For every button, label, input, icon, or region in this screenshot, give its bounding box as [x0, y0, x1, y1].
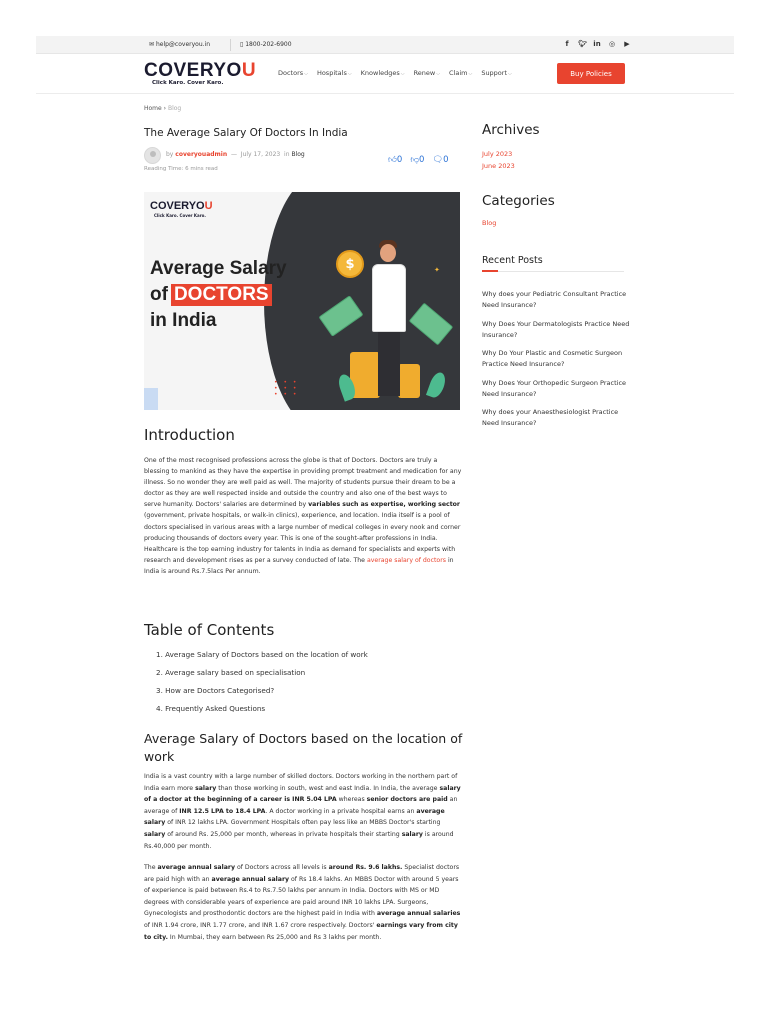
breadcrumb-current: Blog	[167, 105, 182, 112]
page	[36, 36, 734, 1024]
nav-item-hospitals[interactable]: Hospitals⌵	[316, 69, 352, 77]
buy-policies-button[interactable]: Buy Policies	[557, 63, 625, 84]
recent-post-link[interactable]: Why Does Your Dermatologists Practice Need Insurance?	[482, 319, 630, 339]
chevron-down-icon: ⌵	[347, 71, 352, 77]
sparkle-icon: ✦	[434, 266, 440, 274]
recent-post-link[interactable]: Why Does Your Orthopedic Surgeon Practice Need Insurance?	[482, 378, 627, 398]
top-bar-divider	[230, 39, 231, 51]
text-run: an average of	[144, 796, 458, 815]
hero-headline-line1: Average Salary	[150, 258, 287, 279]
doctor-coat	[372, 264, 406, 332]
top-bar	[36, 36, 734, 54]
location-paragraph-2	[144, 862, 462, 943]
categories-heading: Categories	[482, 193, 555, 209]
bold-text: salary	[195, 784, 217, 792]
text-run: whereas	[336, 796, 367, 804]
thumbs-down-icon: 👎︎	[410, 155, 419, 165]
twitter-icon[interactable]: 🐦︎	[578, 40, 587, 48]
reading-time: Reading Time: 6 mins read	[144, 166, 218, 172]
hero-highlight: DOCTORS	[171, 284, 272, 306]
bold-text: average annual salary	[157, 864, 235, 871]
bold-text: salary	[401, 830, 423, 838]
intro-heading: Introduction	[144, 426, 235, 444]
doctor-head	[380, 244, 396, 262]
salary-link[interactable]: average salary of doctors	[366, 556, 446, 564]
text-run: of Rs 18.4 lakhs. An MBBS Doctor with around 5 years of experience is paid between Rs.4 to Rs.7.50 lakhs per annum in India. Doctors with MS or MD degrees with considerable years of experience are paid around INR 10 lakhs LPA. Surgeons, Gynecologists and prosthodontic doctors are the highest paid in India with	[144, 875, 459, 918]
text-run: Specialist doctors are paid high with an	[144, 864, 460, 883]
bold-text: average annual salary	[211, 875, 290, 883]
chevron-down-icon: ⌵	[508, 71, 512, 77]
bold-text: salary of a doctor at the beginning of a career is INR 5.04 LPA	[144, 784, 461, 804]
hero-accent-block	[144, 388, 158, 410]
nav-item-claim[interactable]: Claim⌵	[449, 69, 473, 77]
doctor-legs	[378, 332, 400, 396]
youtube-icon[interactable]: ▶	[624, 40, 630, 48]
hero-headline-line3: in India	[150, 310, 217, 331]
featured-image	[144, 192, 460, 410]
nav-item-support[interactable]: Support⌵	[481, 69, 512, 77]
site-header	[36, 54, 734, 94]
chevron-down-icon: ⌵	[436, 71, 441, 77]
text-run: India is a vast country with a large number of skilled doctors. Doctors working in the northern part of India earn more	[144, 773, 458, 792]
recent-posts-heading: Recent Posts	[482, 255, 543, 266]
bold-text: average salary	[144, 807, 445, 827]
author-avatar[interactable]	[144, 147, 161, 164]
text-run: of INR 12 lakhs LPA. Government Hospitals often pay less like an MBBS Doctor's starting	[165, 819, 441, 827]
social-links	[563, 40, 631, 48]
like-button[interactable]: 👍︎0	[388, 155, 403, 165]
chevron-down-icon: ⌵	[468, 71, 473, 77]
toc-item[interactable]: 2. Average salary based on specialisation	[156, 668, 306, 677]
text-run: of INR 1.94 crore, INR 1.77 crore, and INR 1.67 crore respectively. Doctors'	[144, 921, 377, 929]
recent-posts-list	[482, 289, 632, 437]
coin-stack-icon	[398, 364, 420, 398]
phone-link[interactable]: ▯ 1800-202-6900	[240, 41, 292, 48]
site-logo[interactable]: COVERYOU Click Karo. Cover Karo.	[144, 60, 257, 86]
bold-text: average annual salaries	[376, 910, 461, 918]
archive-link[interactable]: June 2023	[482, 162, 515, 170]
text-run: of Doctors across all levels is	[234, 864, 329, 871]
text-run: of around Rs. 25,000 per month, whereas in private hospitals their starting	[165, 830, 402, 838]
phone-icon: ▯	[240, 41, 244, 48]
comments-button[interactable]: 🗨︎0	[432, 155, 449, 165]
post-reactions	[388, 155, 449, 165]
chevron-down-icon: ⌵	[304, 71, 308, 77]
archive-link[interactable]: July 2023	[482, 150, 513, 158]
main-nav	[278, 69, 512, 77]
intro-paragraph: One of the most recognised professions across the globe is that of Doctors. Doctors are truly a blessing to mankind as they have the expertise in providing prompt treatment and medication for any illness. So no wonder they are well paid as well. The majority of students pursue their dream to be a doctor as they are well respected inside and outside the country and also one of the best ways to serve humanity. Doctors' salaries are determined by variables such as expertise, working sector (government, private hospitals, or walk-in clinics), experience, and location. India itself is a pool of doctors specialised in various areas with a large number of medical colleges in every nook and corner producing thousands of doctors every year. This is one of the sought-after professions in India. Healthcare is the top earning industry for talents in India as demand for specialists and experts with research and development rises as per a survey conducted of late. The average salary of doctors in India is around Rs.7.5lacs Per annum.	[144, 457, 462, 575]
dislike-button[interactable]: 👎︎0	[410, 155, 425, 165]
text-run: is around Rs.40,000 per month.	[144, 830, 454, 850]
archives-heading: Archives	[482, 122, 540, 138]
location-section-heading: Average Salary of Doctors based on the location of work	[144, 731, 463, 764]
post-title: The Average Salary Of Doctors In India	[144, 127, 348, 139]
toc-item[interactable]: 4. Frequently Asked Questions	[156, 704, 266, 713]
dollar-coin-icon: $	[336, 250, 364, 278]
toc-item[interactable]: 3. How are Doctors Categorised?	[156, 686, 275, 695]
email-link[interactable]: ✉ help@coveryou.in	[149, 41, 211, 48]
bold-text: salary	[144, 830, 166, 838]
location-paragraph-1	[144, 771, 462, 852]
author-link[interactable]: coveryouadmin	[175, 151, 228, 158]
toc-item[interactable]: 1. Average Salary of Doctors based on the location of work	[156, 650, 368, 659]
thumbs-up-icon: 👍︎	[388, 155, 397, 165]
categories-list	[482, 219, 496, 227]
post-category-link[interactable]: Blog	[291, 151, 305, 158]
toc-heading: Table of Contents	[144, 621, 275, 639]
facebook-icon[interactable]: f	[565, 40, 569, 48]
dot-pattern-icon: • • • • • • • • •	[274, 379, 299, 398]
logo-tagline: Click Karo. Cover Karo.	[152, 80, 224, 86]
recent-post-link[interactable]: Why does your Pediatric Consultant Practice Need Insurance?	[482, 290, 627, 310]
bold-text: INR 12.5 LPA to 18.4 LPA	[179, 807, 266, 815]
breadcrumb-home[interactable]: Home	[144, 105, 162, 112]
hero-logo: COVERYOU	[150, 200, 213, 212]
breadcrumb: Home › Blog	[144, 105, 182, 112]
nav-item-renew[interactable]: Renew⌵	[413, 69, 441, 77]
nav-item-doctors[interactable]: Doctors⌵	[278, 69, 308, 77]
recent-post-link[interactable]: Why does your Anaesthesiologist Practice Need Insurance?	[482, 408, 619, 428]
bold-text: around Rs. 9.6 lakhs.	[328, 864, 403, 871]
text-run: The	[144, 864, 158, 871]
bold-text: senior doctors are paid	[366, 796, 448, 804]
post-date: July 17, 2023	[240, 151, 281, 158]
hero-tagline: Click Karo. Cover Karo.	[154, 213, 206, 218]
hero-headline-line2: of DOCTORS	[150, 284, 272, 306]
text-run: than those working in south, west and east India. In India, the average	[216, 784, 440, 792]
recent-posts-divider	[482, 271, 624, 272]
text-run: In Mumbai, they earn between Rs 25,000 and Rs 3 lakhs per month.	[167, 933, 382, 941]
mail-icon: ✉	[149, 41, 155, 48]
post-meta: by coveryouadmin — July 17, 2023 in Blog	[166, 151, 305, 158]
linkedin-icon[interactable]: in	[593, 40, 601, 48]
archives-list	[482, 148, 515, 172]
instagram-icon[interactable]: ◎	[608, 40, 616, 48]
toc-list	[156, 650, 368, 722]
bold-text: earnings vary from city to city.	[144, 921, 458, 941]
recent-post-link[interactable]: Why Do Your Plastic and Cosmetic Surgeon Practice Need Insurance?	[482, 349, 623, 369]
text-run: . A doctor working in a private hospital earns an	[265, 807, 417, 815]
nav-item-knowledges[interactable]: Knowledges⌵	[360, 69, 405, 77]
category-link[interactable]: Blog	[482, 219, 497, 227]
chevron-down-icon: ⌵	[400, 71, 405, 77]
comment-icon: 🗨︎	[432, 155, 444, 165]
